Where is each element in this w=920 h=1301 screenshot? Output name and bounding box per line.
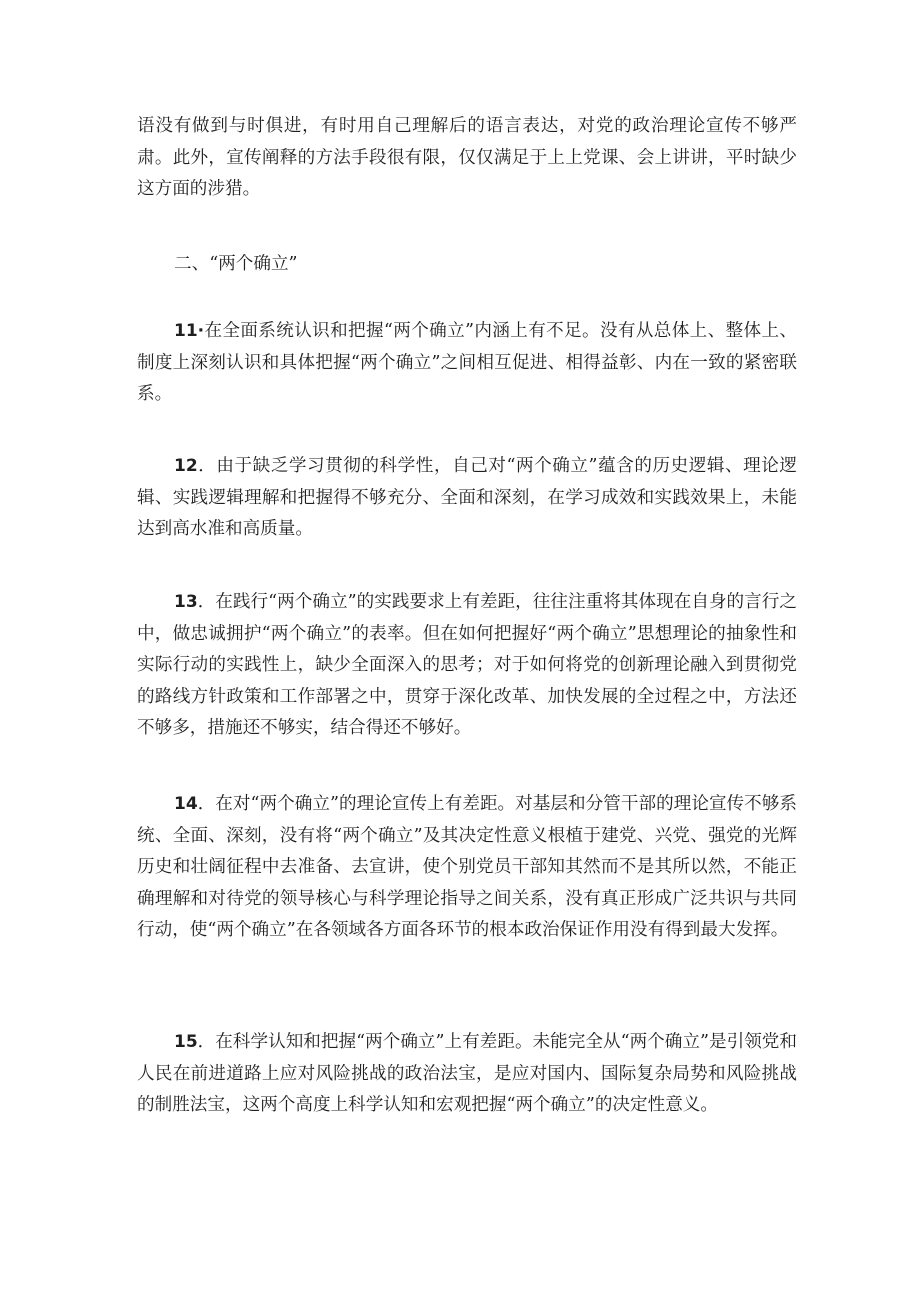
item-text: ．在对“两个确立”的理论宣传上有差距。对基层和分管干部的理论宣传不够系统、全面、深刻，没有将“两个确立”及其决定性意义根植于建党、兴党、强党的光辉历史和壮阔征程中去准备、去宣讲，使个别党员干部知其然而不是其所以然，不能正确理解和对待党的领导核心与科学理论指导之间关系，没有真正形成广泛共识与共同行动，使“两个确立”在各领域各方面各环节的根本政治保证作用没有得到最大发挥。: [137, 794, 797, 940]
list-item: [137, 316, 797, 411]
item-number: 11·: [174, 321, 205, 341]
item-14: [137, 789, 797, 947]
item-number: 12: [174, 456, 198, 476]
list-item: [137, 451, 797, 546]
continuation-text: 语没有做到与时俱进，有时用自己理解后的语言表达，对党的政治理论宣传不够严肃。此外，宣传阐释的方法手段很有限，仅仅满足于上上党课、会上讲讲，平时缺少这方面的涉猎。: [137, 116, 797, 199]
item-number: 13: [174, 592, 198, 612]
item-number: 15: [174, 1032, 198, 1052]
item-number: 14: [174, 794, 198, 814]
item-15: [137, 1027, 797, 1122]
item-text: 在全面系统认识和把握“两个确立”内涵上有不足。没有从总体上、整体上、制度上深刻认识和具体把握“两个确立”之间相互促进、相得益彰、内在一致的紧密联系。: [137, 321, 797, 404]
item-text: ．在践行“两个确立”的实践要求上有差距，往往注重将其体现在自身的言行之中，做忠诚拥护“两个确立”的表率。但在如何把握好“两个确立”思想理论的抽象性和实际行动的实践性上，缺少全面深入的思考；对于如何将党的创新理论融入到贯彻党的路线方针政策和工作部署之中，贯穿于深化改革、加快发展的全过程之中，方法还不够多，措施还不够实，结合得还不够好。: [137, 592, 797, 738]
section-heading: 二、“两个确立”: [174, 254, 298, 274]
item-11: [137, 316, 797, 411]
list-item: [137, 1027, 797, 1122]
item-13: [137, 587, 797, 745]
item-text: ．在科学认知和把握“两个确立”上有差距。未能完全从“两个确立”是引领党和人民在前进道路上应对风险挑战的政治法宝，是应对国内、国际复杂局势和风险挑战的制胜法宝，这两个高度上科学认知和宏观把握“两个确立”的决定性意义。: [137, 1032, 797, 1115]
item-text: ．由于缺乏学习贯彻的科学性，自己对“两个确立”蕴含的历史逻辑、理论逻辑、实践逻辑理解和把握得不够充分、全面和深刻，在学习成效和实践效果上，未能达到高水准和高质量。: [137, 456, 797, 539]
item-12: [137, 451, 797, 546]
continuation-paragraph: [137, 111, 797, 206]
list-item: [137, 587, 797, 745]
list-item: [137, 789, 797, 947]
